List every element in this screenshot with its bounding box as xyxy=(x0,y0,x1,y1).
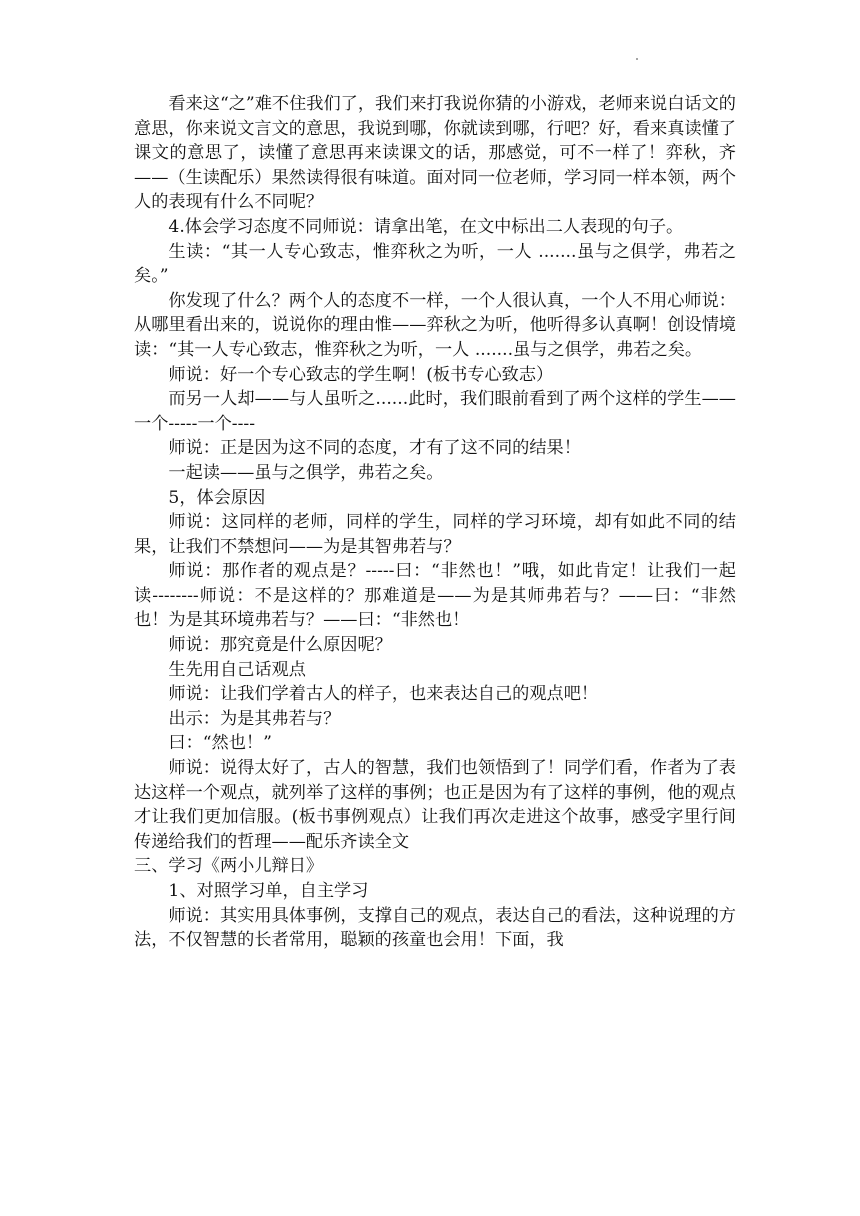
paragraph: 曰：“然也！” xyxy=(168,733,272,754)
paragraph: 一起读——虽与之俱学，弗若之矣。 xyxy=(168,462,444,483)
paragraph: 看来这“之”难不住我们了，我们来打我说你猜的小游戏，老师来说白话文的意思，你来说文言文的意思，我说到哪，你就读到哪，行吧？好，看来真读懂了课文的意思了，读懂了意思再来读课文的话，那感觉，可不一样了！弈秋，齐——（生读配乐）果然读得很有味道。面对同一位老师，学习同一样本领，两个人的表现有什么不同呢？ xyxy=(134,94,736,213)
paragraph: 4.体会学习态度不同师说：请拿出笔，在文中标出二人表现的句子。 xyxy=(168,216,684,237)
paragraph: 1、对照学习单，自主学习 xyxy=(168,881,369,901)
paragraph: 师说：正是因为这不同的态度，才有了这不同的结果！ xyxy=(168,438,581,459)
paragraph: 师说：让我们学着古人的样子，也来表达自己的观点吧！ xyxy=(168,684,599,705)
paragraph: 师说：那作者的观点是？-----曰：“非然也！”哦，如此肯定！让我们一起读--------师说：不是这样的？那难道是——为是其师弗若与？——曰：“非然也！为是其环境弗若与？——曰：“非然也！ xyxy=(134,561,736,631)
document-body xyxy=(134,92,736,953)
paragraph: 师说：那究竟是什么原因呢？ xyxy=(168,635,392,656)
paragraph: 师说：其实用具体事例，支撑自己的观点，表达自己的看法，这种说理的方法，不仅智慧的长者常用，聪颖的孩童也会用！下面，我 xyxy=(134,905,736,951)
paragraph: 师说：说得太好了，古人的智慧，我们也领悟到了！同学们看，作者为了表达这样一个观点，就列举了这样的事例；也正是因为有了这样的事例，他的观点才让我们更加信服。(板书事例观点）让我们再次走进这个故事，感受字里行间传递给我们的哲理——配乐齐读全文 xyxy=(134,758,736,852)
paragraph: 三、学习《两小儿辩日》 xyxy=(134,856,324,877)
paragraph: 你发现了什么？两个人的态度不一样，一个人很认真，一个人不用心师说：从哪里看出来的，说说你的理由惟——弈秋之为听，他听得多认真啊！创设情境读：“其一人专心致志，惟弈秋之为听，一人 .......虽与之俱学，弗若之矣。 xyxy=(134,290,736,360)
paragraph: 生读：“其一人专心致志，惟弈秋之为听，一人 .......虽与之俱学，弗若之矣。” xyxy=(134,241,736,287)
paragraph: 而另一人却——与人虽听之......此时，我们眼前看到了两个这样的学生——一个-----一个---- xyxy=(134,389,736,434)
paragraph: 出示：为是其弗若与？ xyxy=(168,708,341,729)
paragraph: 5，体会原因 xyxy=(168,487,266,508)
paragraph: 生先用自己话观点 xyxy=(168,659,306,680)
paragraph: 师说：这同样的老师，同样的学生，同样的学习环境，却有如此不同的结果，让我们不禁想问——为是其智弗若与？ xyxy=(134,512,736,557)
paragraph: 师说：好一个专心致志的学生啊！(板书专心致志） xyxy=(168,364,554,385)
page-mark xyxy=(636,58,638,60)
